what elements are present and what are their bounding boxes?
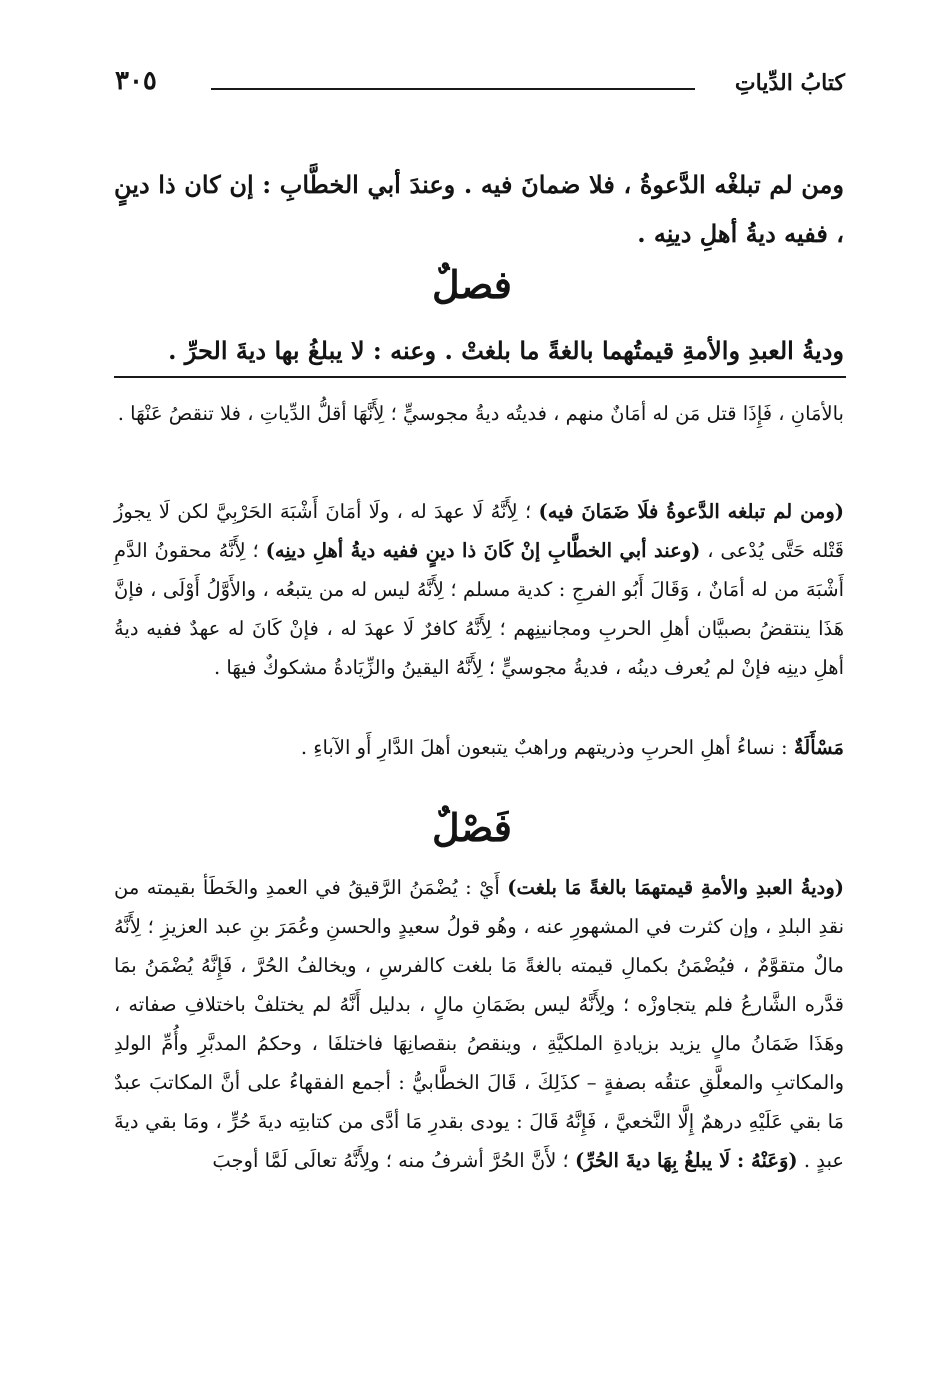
masala-text: : نساءُ أهلِ الحربِ وذريتهم وراهبٌ يتبعون أهلَ الدَّارِ أَو الآباءِ .	[300, 736, 794, 759]
matn-paragraph-top: ومن لم تبلغْه الدَّعوةُ ، فلا ضمانَ فيه . وعندَ أبي الخطَّابِ : إن كان ذا دينٍ ، ففيه ديةُ أهلِ دينِه .	[114, 170, 844, 248]
commentary-paragraph-1: بالأمَانِ ، فَإِذَا قتل مَن له أمَانٌ منهم ، فديتُه ديةُ مجوسيٍّ ؛ لِأَنَّهَا أقلُّ الدِّياتِ ، فلا تنقصُ عَنْهَا .	[117, 402, 844, 425]
quoted-matn: (وعند أبي الخطَّابِ إنْ كَانَ ذا دينٍ ففيه ديةُ أهلِ دينِه)	[265, 539, 701, 562]
page-header	[115, 62, 845, 106]
matn-paragraph-section1: وديةُ العبدِ والأمةِ قيمتُهما بالغةً ما بلغتْ . وعنه : لا يبلغُ بها ديةَ الحرِّ .	[168, 336, 844, 365]
page-number: ٣٠٥	[115, 66, 157, 96]
masala-paragraph	[114, 728, 844, 767]
commentary-text: أَيْ : يُضْمَنُ الرَّقيقُ في العمدِ والخَطَأ بقيمته من نقدِ البلدِ ، وإن كثرت في المشهورِ عنه ، وهُو قولُ سعيدٍ والحسنِ وعُمَرَ بنِ عبد العزيزِ ؛ لِأَنَّهُ مالٌ متقوَّمٌ ، فيُضْمَنُ بكمالِ قيمته بالغةً مَا بلغت كالفرسِ ، ويخالفُ الحُرَّ ، فَإِنَّهُ يُضْمَنُ بمَا قدَّره الشَّارعُ فلم يتجاوزْه ؛ ولِأَنَّهُ ليس بضَمَانِ مالٍ ، بدليل أَنَّهُ لم يختلفْ باختلافِ صفاته ، وهَذَا ضَمَانُ مالٍ يزيد بزيادةِ الملكيَّةِ ، وينقصُ بنقصانِهَا فاختلفَا ، وحكمُ المدبَّرِ وأُمِّ الولدِ والمكاتبِ والمعلَّقِ عتقُه بصفةٍ – كذَلِكَ ، قَالَ الخطَّابيُّ : أجمع الفقهاءُ على أنَّ المكاتبَ عبدٌ مَا بقي عَلَيْهِ درهمٌ إِلَّا النَّخعيَّ ، فَإِنَّهُ قَالَ : يودى بقدرِ مَا أدَّى من كتابتِه ديةَ حُرٍّ ، ومَا بقي ديةَ عبدٍ .	[114, 876, 844, 1172]
commentary-paragraph-2	[114, 492, 844, 687]
running-head-title: كتابُ الدِّياتِ	[734, 70, 845, 96]
commentary-text: ؛ لِأَنَّهُ لَا عهدَ له ، ولَا أمَانَ أَشْبَهَ الحَرْبِيَّ لكن لَا يجوزُ قَتْله حَتَّى يُدْعى ،	[114, 500, 844, 562]
section-title-1: فصلٌ	[432, 262, 512, 307]
commentary-paragraph-3	[114, 868, 844, 1180]
commentary-text: ؛ لأَنَّ الحُرَّ أشرفُ منه ؛ ولِأَنَّهُ تعالَى لَمَّا أوجبَ	[212, 1149, 575, 1172]
masala-label: مَسْأَلَةٌ	[793, 736, 844, 759]
section-title-2: فَصْلٌ	[432, 805, 512, 850]
quoted-matn: (وديةُ العبدِ والأمةِ قيمتهمَا بالغةً مَا بلغت)	[507, 876, 844, 899]
quoted-matn: (ومن لم تبلغه الدَّعوةُ فلَا ضَمَانَ فيه)	[538, 500, 845, 523]
matn-commentary-divider	[114, 376, 846, 378]
quoted-matn: (وَعَنْهُ : لَا يبلغُ بِهَا ديةَ الحُرِّ)	[574, 1149, 798, 1172]
commentary-text: ؛ لِأَنَّهُ محقونُ الدَّمِ أَشْبَهَ من له أمَانٌ ، وَقَالَ أَبُو الفرجِ : كدية مسلم ؛ لِأَنَّهُ ليس له من يتبعُه ، والأَوَّلُ أَوْلَى ، فإنَّ هَذَا ينتقضُ بصبيَّان أهلِ الحربِ ومجانينِهم ؛ لِأَنَّهُ كافرٌ لَا عهدَ له ، فإنْ كَانَ له عهدٌ ففيه ديةُ أهلِ دينِه فإنْ لم يُعرف دينُه ، فديةُ مجوسيٍّ ؛ لِأَنَّهُ اليقينُ والزِّيَادةُ مشكوكٌ فيهَا .	[114, 539, 844, 679]
header-rule	[211, 88, 695, 90]
